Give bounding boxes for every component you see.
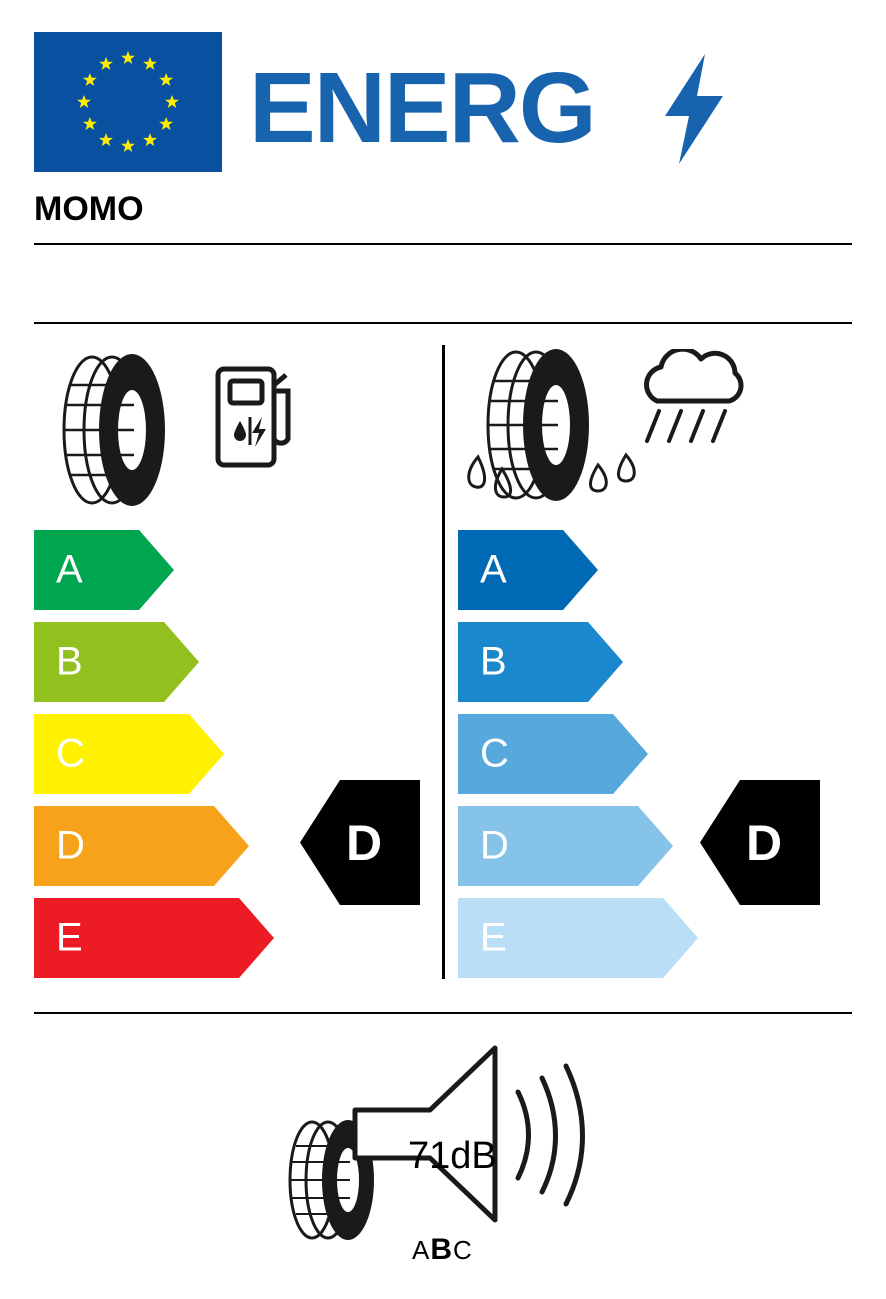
divider-vertical [442, 345, 445, 979]
grade-row-wet-e [458, 898, 698, 978]
grade-letter-fuel-b: B [56, 639, 83, 684]
lightning-bolt-icon [659, 54, 729, 164]
wet-grip-pictogram [458, 345, 858, 515]
grade-letter-wet-d: D [480, 823, 509, 868]
brand-name: MOMO [34, 190, 144, 228]
grade-row-fuel-c [34, 714, 274, 794]
grade-row-fuel-d [34, 806, 274, 886]
noise-class-c: C [453, 1235, 473, 1265]
loudspeaker-icon [355, 1048, 583, 1220]
grade-letter-wet-a: A [480, 547, 507, 592]
grade-letter-fuel-c: C [56, 731, 85, 776]
rain-cloud-icon [633, 349, 753, 459]
grade-arrow-a [458, 530, 598, 610]
divider-bottom [34, 1012, 852, 1014]
energy-wordmark: ENERG [249, 52, 595, 164]
grade-row-wet-d [458, 806, 698, 886]
grade-row-wet-b [458, 622, 698, 702]
noise-db-value: 71dB [408, 1135, 497, 1177]
grade-row-fuel-e [34, 898, 274, 978]
fuel-grade-list [34, 530, 274, 990]
fuel-pictogram [34, 345, 434, 515]
noise-class-a: A [412, 1235, 431, 1265]
grade-letter-fuel-e: E [56, 915, 83, 960]
noise-class-scale [412, 1233, 473, 1267]
grade-row-fuel-b [34, 622, 274, 702]
wet-grip-result-letter: D [746, 814, 783, 871]
grade-letter-fuel-d: D [56, 823, 85, 868]
fuel-result-badge [300, 780, 420, 905]
fuel-efficiency-panel [34, 345, 434, 960]
grade-row-fuel-a [34, 530, 274, 610]
wet-grip-grade-list [458, 530, 698, 990]
divider-top [34, 243, 852, 245]
noise-panel [280, 1040, 620, 1270]
fuel-result-letter: D [346, 814, 383, 871]
wet-grip-panel [458, 345, 858, 960]
divider-second [34, 322, 852, 324]
eu-stars-icon [34, 32, 222, 172]
grade-letter-wet-e: E [480, 915, 507, 960]
fuel-pump-icon [214, 363, 304, 473]
label-header [34, 32, 852, 172]
grade-arrow-a [34, 530, 174, 610]
grade-row-wet-a [458, 530, 698, 610]
grade-letter-wet-c: C [480, 731, 509, 776]
tyre-icon [458, 345, 658, 515]
noise-class-b: B [430, 1233, 454, 1266]
eu-flag-icon [34, 32, 222, 172]
grade-row-wet-c [458, 714, 698, 794]
grade-letter-fuel-a: A [56, 547, 83, 592]
tyre-icon [34, 345, 234, 515]
wet-grip-result-badge [700, 780, 820, 905]
grade-letter-wet-b: B [480, 639, 507, 684]
